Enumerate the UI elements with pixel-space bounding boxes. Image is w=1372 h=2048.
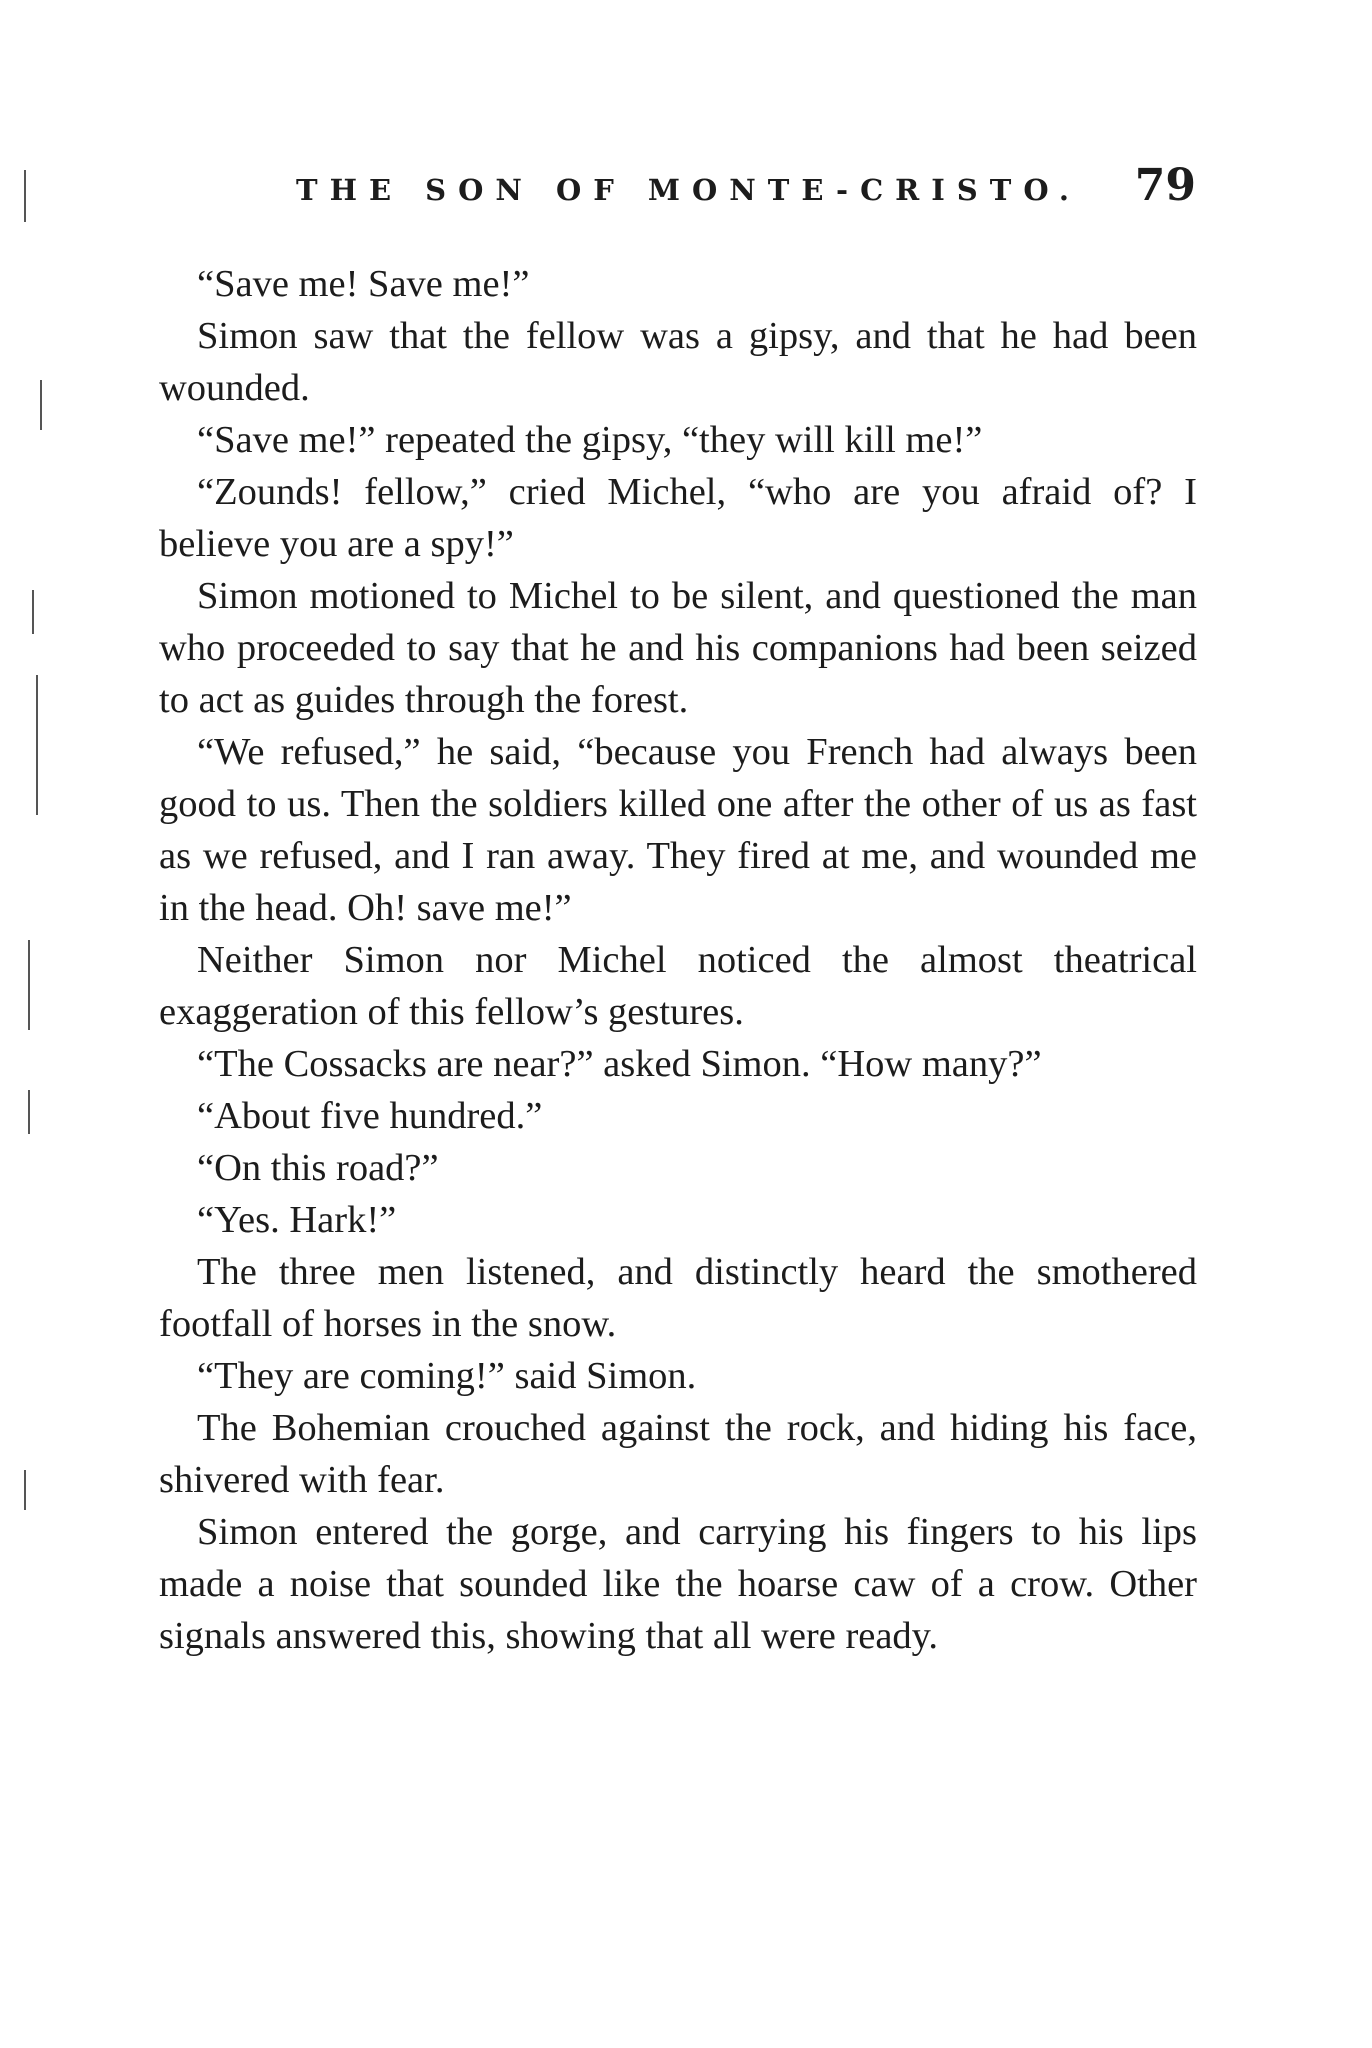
page-number: 79 [1134, 160, 1196, 211]
paragraph: “Yes. Hark!” [197, 1199, 397, 1241]
margin-mark [36, 675, 38, 815]
paragraph: “The Cossacks are near?” asked Simon. “How many?” [197, 1043, 1042, 1085]
margin-mark [40, 380, 42, 430]
paragraph: “We refused,” he said, “because you French had always been good to us. Then the soldiers killed one after the other of us as fast as we refused, and I ran away. They fired at me, and wounded me in the head. Oh! save me!” [159, 731, 1197, 929]
running-title: THE SON OF MONTE-CRISTO. [296, 173, 1081, 207]
paragraph: “Save me! Save me!” [197, 263, 530, 305]
paragraph: Simon motioned to Michel to be silent, and questioned the man who proceeded to say that he and his companions had been seized to act as guides through the forest. [159, 575, 1197, 721]
paragraph: Simon entered the gorge, and carrying his fingers to his lips made a noise that sounded like the hoarse caw of a crow. Other signals answered this, showing that all were ready. [159, 1511, 1197, 1657]
paragraph: The three men listened, and distinctly heard the smothered footfall of horses in the snow. [159, 1251, 1197, 1345]
margin-mark [28, 1090, 30, 1134]
page-body [159, 258, 1197, 1662]
margin-mark [24, 170, 26, 222]
paragraph: The Bohemian crouched against the rock, and hiding his face, shivered with fear. [159, 1407, 1197, 1501]
paragraph: “Zounds! fellow,” cried Michel, “who are you afraid of? I believe you are a spy!” [159, 471, 1197, 565]
paragraph: “On this road?” [197, 1147, 439, 1189]
paragraph: “Save me!” repeated the gipsy, “they will kill me!” [197, 419, 983, 461]
paragraph: “They are coming!” said Simon. [197, 1355, 697, 1397]
margin-mark [32, 590, 34, 634]
margin-mark [28, 940, 30, 1030]
paragraph: Neither Simon nor Michel noticed the almost theatrical exaggeration of this fellow’s gestures. [159, 939, 1197, 1033]
paragraph: “About five hundred.” [197, 1095, 543, 1137]
margin-marks [10, 170, 50, 2040]
paragraph: Simon saw that the fellow was a gipsy, and that he had been wounded. [159, 315, 1197, 409]
page-header [296, 160, 1196, 211]
margin-mark [24, 1470, 26, 1510]
